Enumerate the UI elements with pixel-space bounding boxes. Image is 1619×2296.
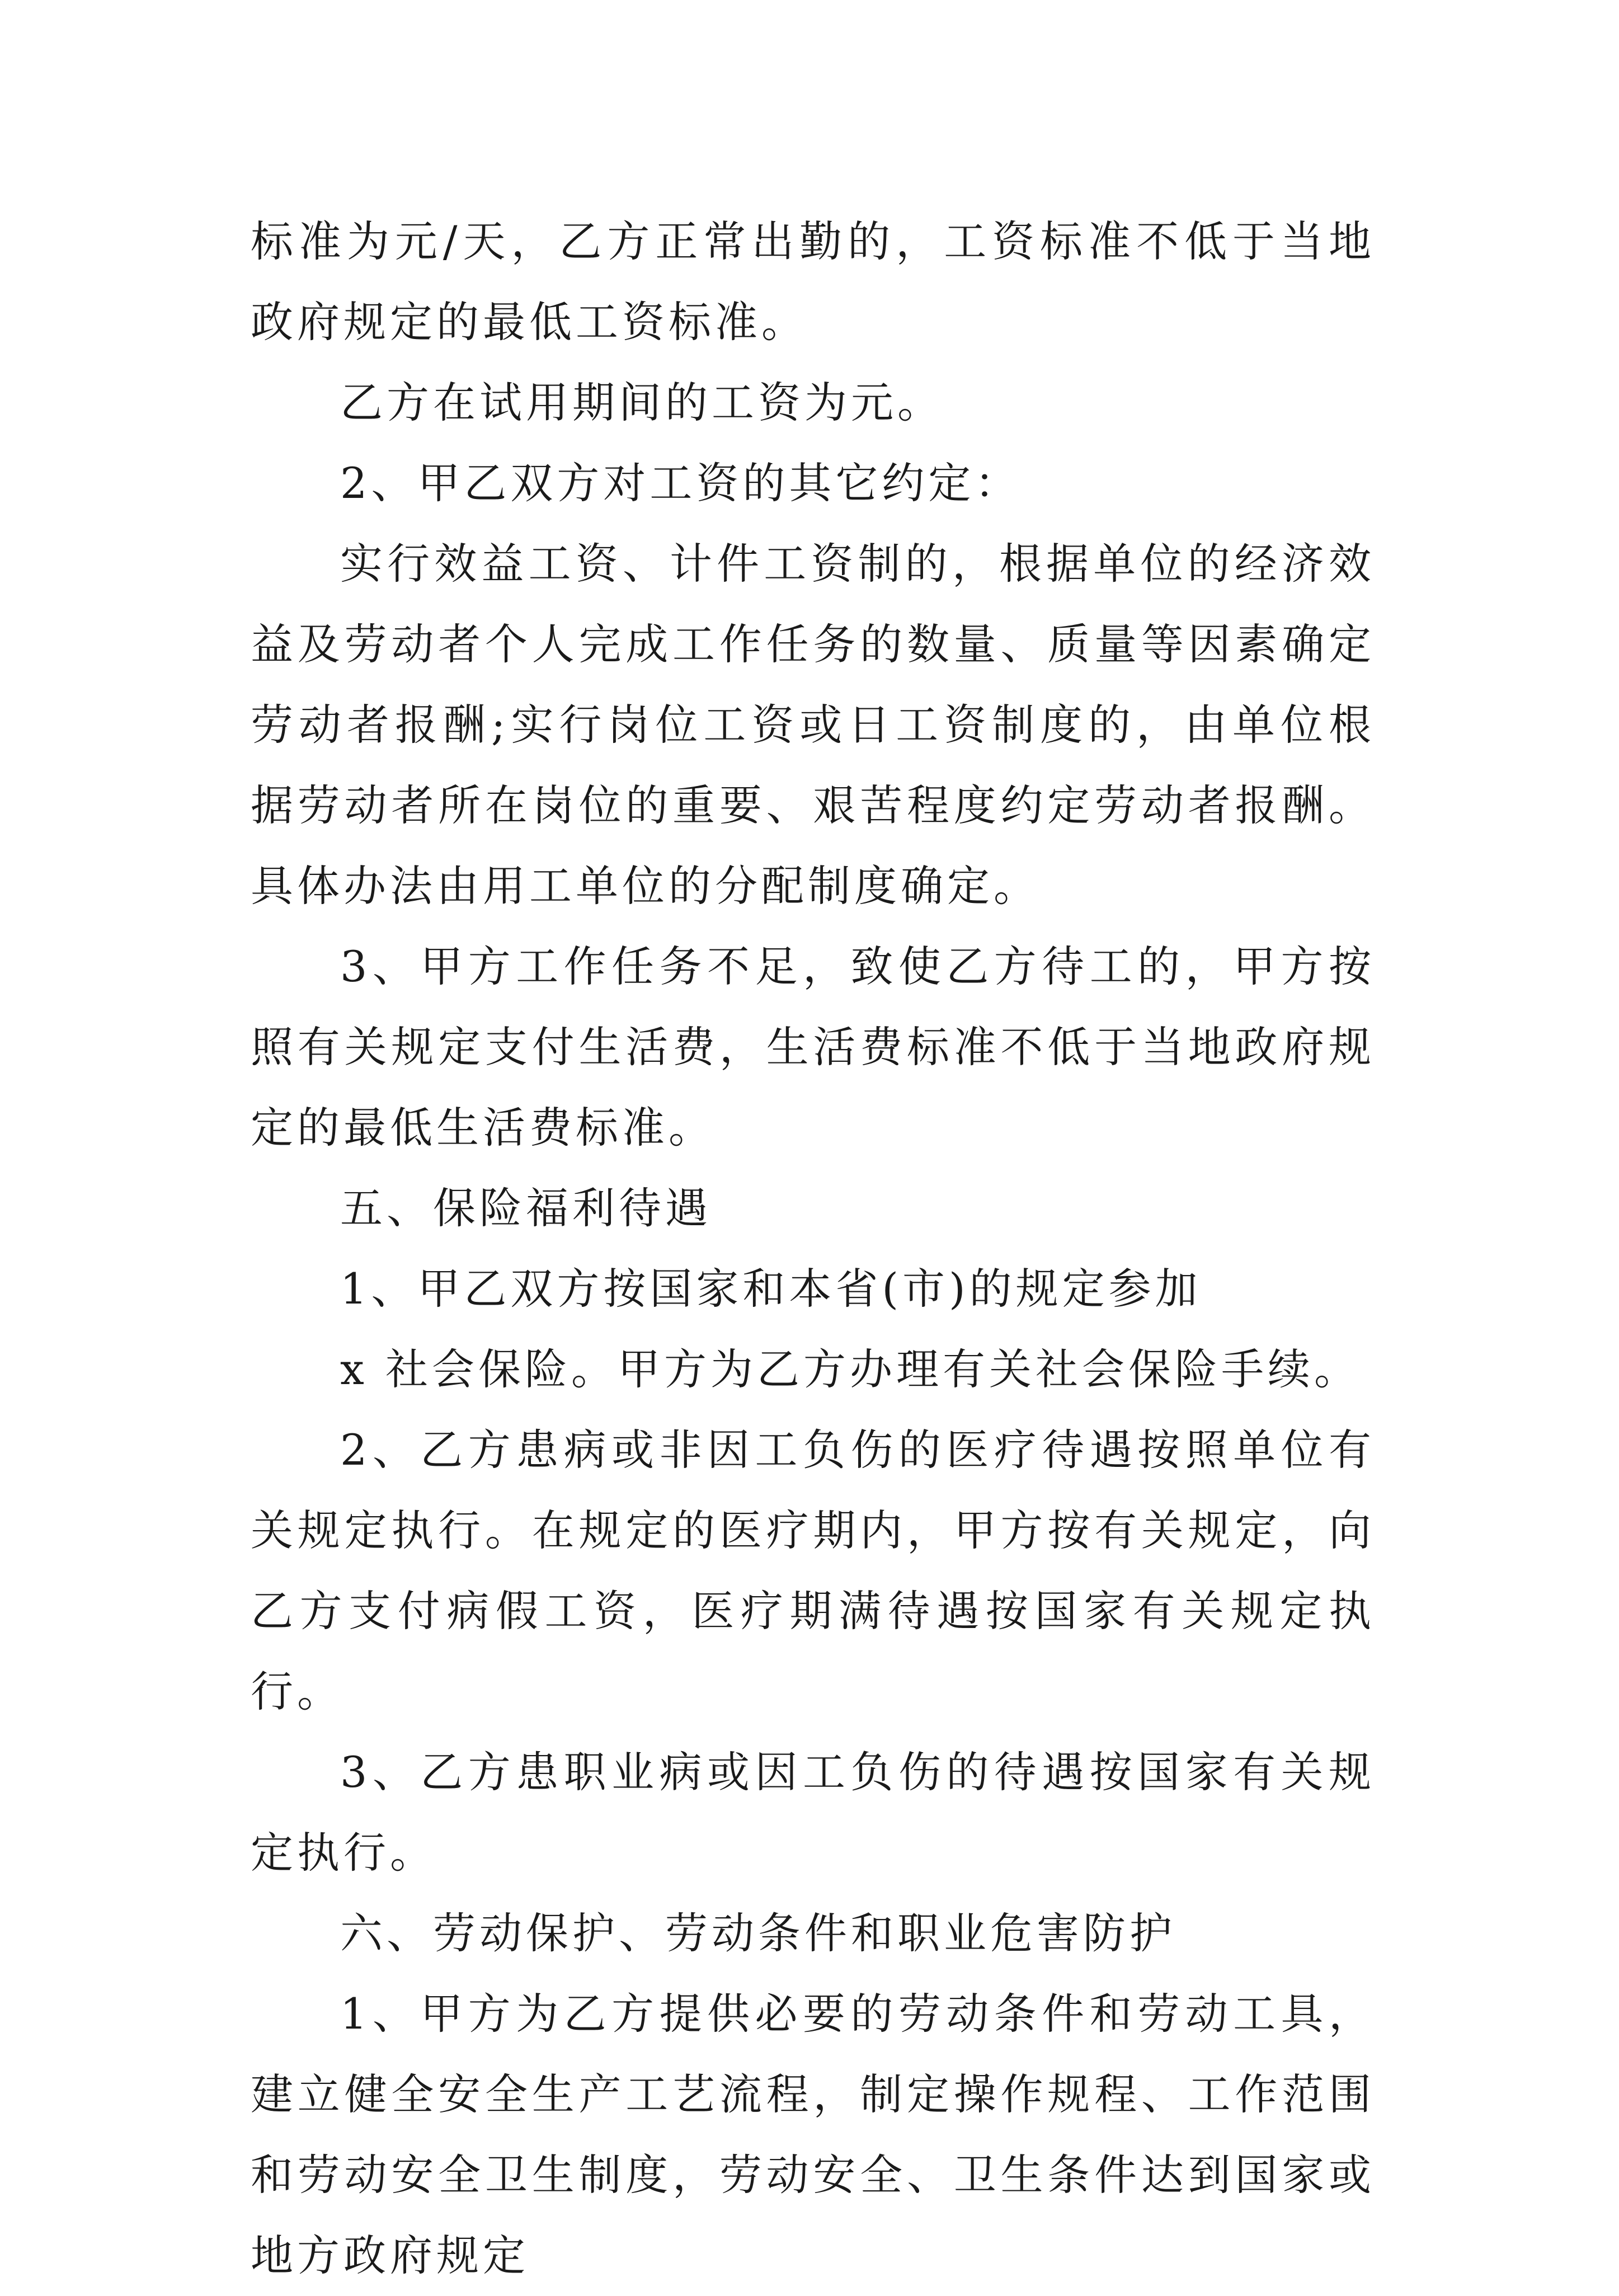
paragraph: 1、甲乙双方按国家和本省(市)的规定参加	[340, 1264, 1202, 1314]
paragraph: 2、乙方患病或非因工负伤的医疗待遇按照单位有关规定执行。在规定的医疗期内，甲方按有关规定，向乙方支付病假工资，医疗期满待遇按国家有关规定执行。	[251, 1425, 1375, 1716]
paragraph: 标准为元/天，乙方正常出勤的，工资标准不低于当地政府规定的最低工资标准。	[251, 217, 1375, 347]
section-heading: 六、劳动保护、劳动条件和职业危害防护	[340, 1908, 1176, 1958]
section-heading: 五、保险福利待遇	[340, 1183, 712, 1233]
document-body	[251, 201, 1375, 2296]
paragraph: 实行效益工资、计件工资制的，根据单位的经济效益及劳动者个人完成工作任务的数量、质量等因素确定劳动者报酬;实行岗位工资或日工资制度的，由单位根据劳动者所在岗位的重要、艰苦程度约定劳动者报酬。具体办法由用工单位的分配制度确定。	[251, 539, 1375, 911]
paragraph: 3、甲方工作任务不足，致使乙方待工的，甲方按照有关规定支付生活费，生活费标准不低于当地政府规定的最低生活费标准。	[251, 942, 1375, 1152]
paragraph: 3、乙方患职业病或因工负伤的待遇按国家有关规定执行。	[251, 1747, 1375, 1878]
paragraph: 1、甲方为乙方提供必要的劳动条件和劳动工具，建立健全安全生产工艺流程，制定操作规程、工作范围和劳动安全卫生制度，劳动安全、卫生条件达到国家或地方政府规定	[251, 1989, 1375, 2280]
paragraph: x 社会保险。甲方为乙方办理有关社会保险手续。	[340, 1344, 1361, 1394]
paragraph: 2、甲乙双方对工资的其它约定：	[340, 458, 1022, 508]
paragraph: 乙方在试用期间的工资为元。	[340, 378, 944, 427]
